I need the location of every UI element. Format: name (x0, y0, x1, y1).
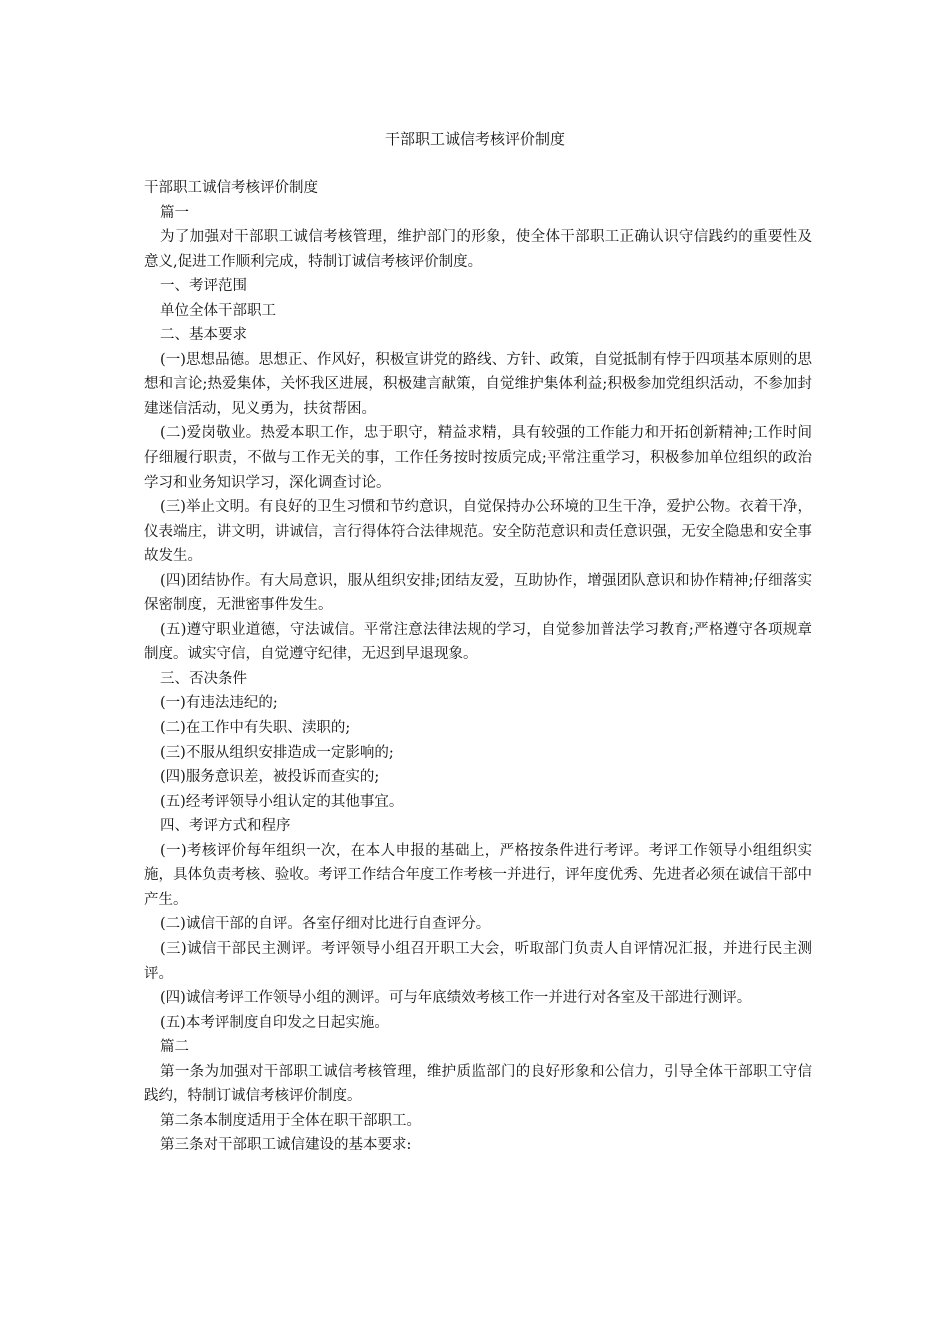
paragraph: (一)思想品德。思想正、作风好，积极宣讲党的路线、方针、政策，自觉抵制有悖于四项基本原则的思想和言论;热爱集体，关怀我区进展，积极建言献策，自觉维护集体利益;积极参加党组织活动，不参加封建迷信活动，见义勇为，扶贫帮困。 (144, 351, 812, 417)
paragraph: (二)爱岗敬业。热爱本职工作，忠于职守，精益求精，具有较强的工作能力和开拓创新精神;工作时间仔细履行职责，不做与工作无关的事，工作任务按时按质完成;平常注重学习，积极参加单位组织的政治学习和业务知识学习，深化调查讨论。 (144, 425, 812, 491)
paragraph: 四、考评方式和程序 (160, 818, 291, 835)
paragraph: (五)本考评制度自印发之日起实施。 (160, 1014, 389, 1031)
paragraph: 为了加强对干部职工诚信考核管理，维护部门的形象，使全体干部职工正确认识守信践约的重要性及意义,促进工作顺利完成，特制订诚信考核评价制度。 (144, 229, 812, 270)
paragraph: (三)举止文明。有良好的卫生习惯和节约意识，自觉保持办公环境的卫生干净，爱护公物。衣着干净，仪表端庄，讲文明，讲诚信，言行得体符合法律规范。安全防范意识和责任意识强，无安全隐患和安全事故发生。 (144, 499, 812, 565)
paragraph: 三、否决条件 (160, 670, 247, 687)
paragraph: (一)有违法违纪的; (160, 695, 278, 712)
paragraph: 一、考评范围 (160, 278, 247, 295)
document-body (144, 176, 812, 1158)
paragraph: (五)经考评领导小组认定的其他事宜。 (160, 793, 404, 810)
paragraph: (五)遵守职业道德，守法诚信。平常注意法律法规的学习，自觉参加普法学习教育;严格遵守各项规章制度。诚实守信，自觉遵守纪律，无迟到早退现象。 (144, 621, 812, 663)
paragraph: 二、基本要求 (160, 327, 247, 344)
paragraph: (二)在工作中有失职、渎职的; (160, 720, 351, 737)
paragraph: (三)不服从组织安排造成一定影响的; (160, 744, 394, 761)
paragraph: (四)服务意识差，被投诉而查实的; (160, 769, 380, 786)
paragraph: 篇一 (160, 204, 189, 221)
paragraph: (四)团结协作。有大局意识，服从组织安排;团结友爱，互助协作，增强团队意识和协作精神;仔细落实保密制度，无泄密事件发生。 (144, 572, 812, 614)
paragraph: 第二条本制度适用于全体在职干部职工。 (160, 1112, 421, 1129)
paragraph: (一)考核评价每年组织一次，在本人申报的基础上，严格按条件进行考评。考评工作领导小组组织实施，具体负责考核、验收。考评工作结合年度工作考核一并进行，评年度优秀、先进者必须在诚信干部中产生。 (144, 842, 812, 908)
paragraph: 第一条为加强对干部职工诚信考核管理，维护质监部门的良好形象和公信力，引导全体干部职工守信践约，特制订诚信考核评价制度。 (144, 1063, 812, 1105)
paragraph: 干部职工诚信考核评价制度 (144, 180, 318, 196)
paragraph: 第三条对干部职工诚信建设的基本要求: (160, 1137, 412, 1154)
paragraph: 单位全体干部职工 (160, 302, 276, 319)
paragraph: (三)诚信干部民主测评。考评领导小组召开职工大会，听取部门负责人自评情况汇报，并进行民主测评。 (144, 940, 812, 982)
paragraph: (二)诚信干部的自评。各室仔细对比进行自查评分。 (160, 916, 491, 933)
document-title: 干部职工诚信考核评价制度 (384, 130, 565, 148)
paragraph: 篇二 (160, 1039, 189, 1056)
paragraph: (四)诚信考评工作领导小组的测评。可与年底绩效考核工作一并进行对各室及干部进行测评。 (160, 990, 752, 1007)
